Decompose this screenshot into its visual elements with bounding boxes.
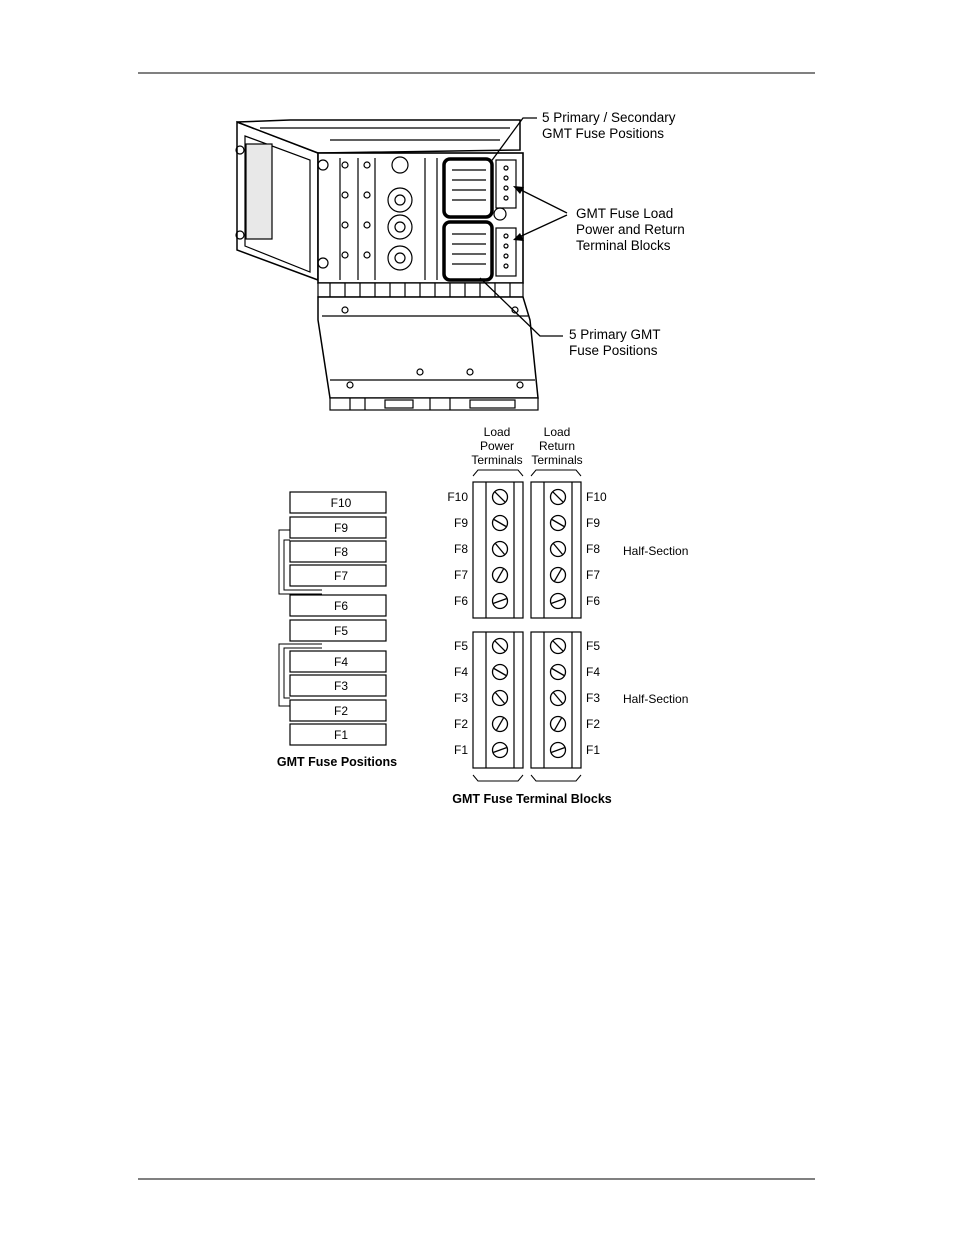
- half-section-label-upper: Half-Section: [623, 544, 689, 558]
- terminal-label: F3: [453, 691, 468, 705]
- terminal-screw-icon: [493, 568, 508, 583]
- terminal-label: F4: [453, 665, 468, 679]
- fuse-position-label: F3: [333, 679, 349, 693]
- callout-terminal-blocks-line2: Power and Return: [576, 222, 685, 237]
- terminal-label: F8: [453, 542, 468, 556]
- terminal-screw-icon: [493, 743, 508, 758]
- terminal-label: F9: [453, 516, 468, 530]
- caption-terminal-blocks: GMT Fuse Terminal Blocks: [452, 792, 612, 806]
- terminal-screw-icon: [493, 665, 508, 680]
- callout-primary-secondary-line2: GMT Fuse Positions: [542, 126, 665, 141]
- terminal-screw-icon: [551, 516, 566, 531]
- brace-power-bottom: [473, 775, 523, 781]
- terminal-screw-icon: [551, 594, 566, 609]
- brace-power-top: [473, 470, 523, 476]
- column-header-power-line2: Power: [479, 439, 515, 453]
- fuse-position-label: F10: [330, 496, 352, 510]
- fuse-position-label: F1: [333, 728, 349, 742]
- terminal-label: F8: [586, 542, 601, 556]
- leader-terminal-upper: [517, 188, 567, 213]
- terminal-screws-and-labels: [447, 490, 607, 758]
- column-header-return-line1: Load: [543, 425, 571, 439]
- terminal-screw-icon: [551, 542, 566, 557]
- terminal-screw-icon: [493, 691, 508, 706]
- fuse-position-label: F7: [333, 569, 349, 583]
- terminal-screw-icon: [551, 490, 566, 505]
- column-header-return-line3: Terminals: [531, 453, 583, 467]
- brace-return-bottom: [531, 775, 581, 781]
- terminal-label: F7: [453, 568, 468, 582]
- terminal-label: F1: [586, 743, 601, 757]
- fuse-position-label: F4: [333, 655, 349, 669]
- terminal-label: F6: [586, 594, 601, 608]
- terminal-screw-icon: [493, 594, 508, 609]
- column-header-power-line3: Terminals: [471, 453, 523, 467]
- terminal-screw-icon: [493, 639, 508, 654]
- fuse-position-label: F2: [333, 704, 349, 718]
- brace-return-top: [531, 470, 581, 476]
- terminal-label: F2: [586, 717, 601, 731]
- terminal-label: F3: [586, 691, 601, 705]
- terminal-label: F4: [586, 665, 601, 679]
- callout-primary-secondary-line1: 5 Primary / Secondary: [542, 110, 676, 125]
- terminal-label: F1: [453, 743, 468, 757]
- terminal-label: F7: [586, 568, 601, 582]
- terminal-screw-icon: [551, 665, 566, 680]
- terminal-label: F10: [447, 490, 468, 504]
- fuse-position-label: F8: [333, 545, 349, 559]
- fuse-position-label: F9: [333, 521, 349, 535]
- callout-terminal-blocks-line1: GMT Fuse Load: [576, 206, 674, 221]
- caption-fuse-positions: GMT Fuse Positions: [276, 755, 398, 769]
- terminal-screw-icon: [493, 516, 508, 531]
- terminal-label: F5: [586, 639, 601, 653]
- leader-terminal-lower: [517, 215, 567, 238]
- fuse-panel-illustration: [236, 120, 538, 410]
- column-header-return-line2: Return: [538, 439, 576, 453]
- terminal-screw-icon: [493, 542, 508, 557]
- terminal-label: F5: [453, 639, 468, 653]
- half-section-label-lower: Half-Section: [623, 692, 689, 706]
- terminal-screw-icon: [551, 691, 566, 706]
- terminal-screw-icon: [551, 568, 566, 583]
- fuse-position-stack: [290, 492, 386, 745]
- callout-terminal-blocks-line3: Terminal Blocks: [576, 238, 671, 253]
- terminal-screw-icon: [551, 743, 566, 758]
- column-header-power-line1: Load: [483, 425, 511, 439]
- fuse-position-label: F6: [333, 599, 349, 613]
- terminal-screw-icon: [551, 639, 566, 654]
- terminal-label: F9: [586, 516, 601, 530]
- terminal-screw-icon: [493, 717, 508, 732]
- terminal-label: F6: [453, 594, 468, 608]
- terminal-screw-icon: [551, 717, 566, 732]
- callout-primary-line1: 5 Primary GMT: [569, 327, 661, 342]
- terminal-label: F2: [453, 717, 468, 731]
- terminal-screw-icon: [493, 490, 508, 505]
- callout-primary-line2: Fuse Positions: [569, 343, 658, 358]
- fuse-position-label: F5: [333, 624, 349, 638]
- terminal-label: F10: [586, 490, 607, 504]
